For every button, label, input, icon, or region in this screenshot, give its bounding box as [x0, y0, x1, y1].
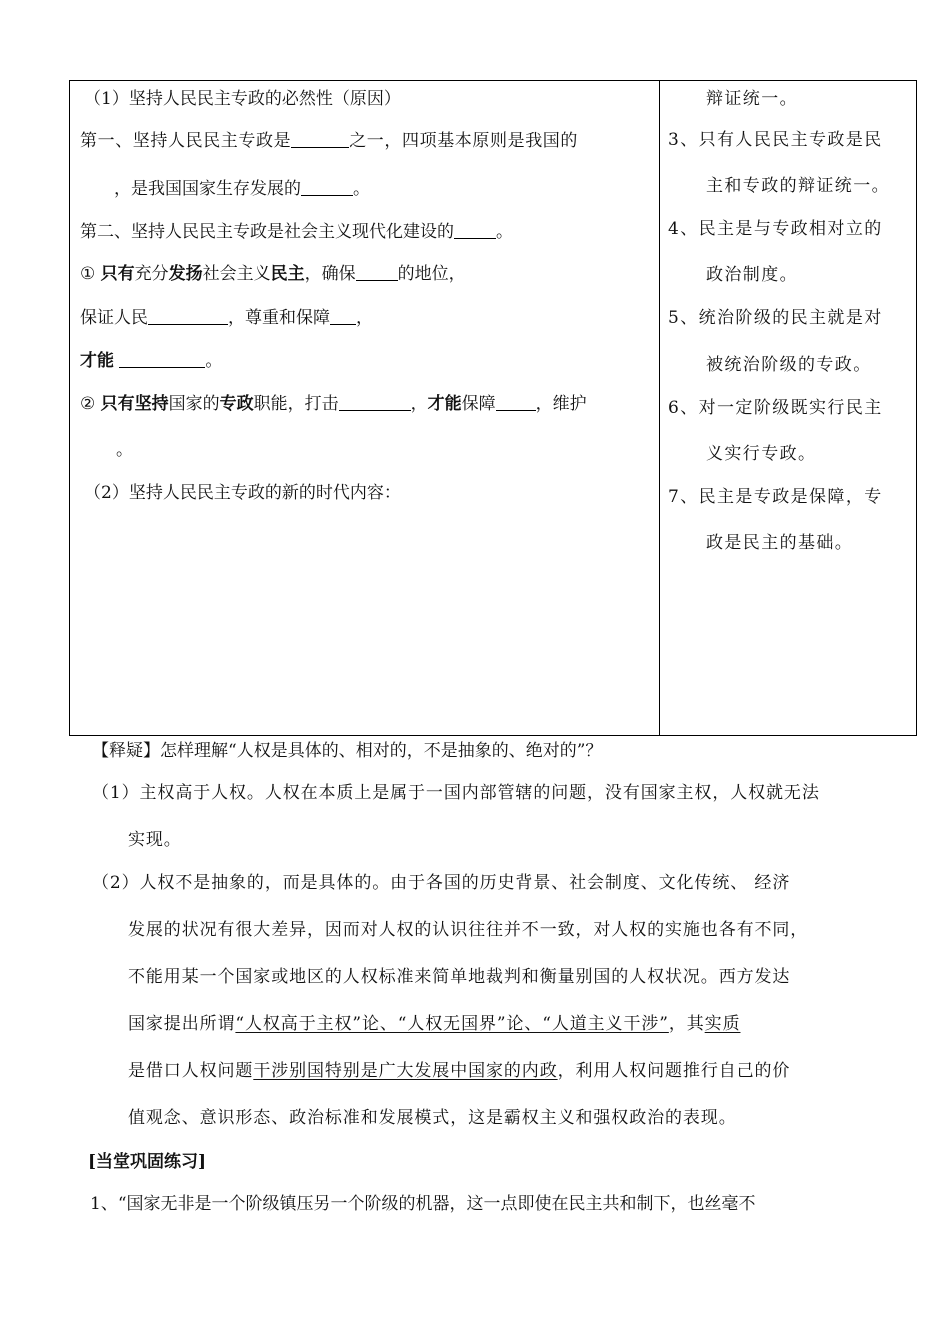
right-line-5: 政治制度。 [706, 265, 798, 285]
table-right-cell [660, 81, 916, 735]
qa-para2-line3: 不能用某一个国家或地区的人权标准来简单地裁判和衡量别国的人权状况。西方发达 [128, 967, 791, 987]
left-line-3: ，是我国国家生存发展的 。 [114, 179, 370, 199]
right-line-6: 5、统治阶级的民主就是对 [668, 308, 883, 328]
qa-para1-line1: （1）主权高于人权。人权在本质上是属于一国内部管辖的问题，没有国家主权，人权就无法 [92, 783, 820, 803]
fill-blank[interactable] [496, 393, 536, 411]
right-line-3: 主和专政的辩证统一。 [706, 176, 890, 196]
right-line-10: 7、民主是专政是保障，专 [668, 487, 883, 507]
table-left-cell [70, 81, 659, 735]
fill-blank[interactable] [291, 130, 349, 148]
qa-para2-line5: 是借口人权问题干涉别国特别是广大发展中国家的内政，利用人权问题推行自己的价 [128, 1061, 791, 1081]
right-line-11: 政是民主的基础。 [706, 533, 854, 553]
left-line-1: （1）坚持人民民主专政的必然性（原因） [84, 89, 401, 109]
practice-question-1: 1、“国家无非是一个阶级镇压另一个阶级的机器，这一点即使在民主共和制下，也丝毫不 [90, 1194, 756, 1214]
left-line-2: 第一、坚持人民民主专政是 之一，四项基本原则是我国的 [80, 131, 579, 151]
right-line-4: 4、民主是与专政相对立的 [668, 219, 883, 239]
practice-heading: [当堂巩固练习] [88, 1152, 207, 1172]
qa-para2-line4: 国家提出所谓“人权高于主权”论、“人权无国界”论、“人道主义干涉”，其实质 [128, 1014, 741, 1034]
qa-para2-line6: 值观念、意识形态、政治标准和发展模式，这是霸权主义和强权政治的表现。 [128, 1108, 737, 1128]
left-line-7: 才能 。 [80, 351, 223, 371]
right-line-2: 3、只有人民民主专政是民 [668, 130, 883, 150]
qa-para1-line2: 实现。 [128, 830, 182, 850]
left-line-9: 。 [116, 440, 133, 460]
left-line-6: 保证人民 ，尊重和保障 ， [80, 308, 373, 328]
fill-blank[interactable] [330, 307, 356, 325]
right-line-8: 6、对一定阶级既实行民主 [668, 398, 883, 418]
fill-blank[interactable] [301, 178, 353, 196]
fill-blank[interactable] [339, 393, 411, 411]
qa-para2-line1: （2）人权不是抽象的，而是具体的。由于各国的历史背景、社会制度、文化传统、 经济 [92, 873, 791, 893]
right-line-7: 被统治阶级的专政。 [706, 355, 872, 375]
qa-question: 【释疑】怎样理解“人权是具体的、相对的，不是抽象的、绝对的”？ [92, 741, 603, 761]
content-table [69, 80, 917, 736]
left-line-8: ② 只有坚持国家的专政职能，打击 ，才能保障 ，维护 [80, 394, 587, 414]
fill-blank[interactable] [148, 307, 228, 325]
right-line-9: 义实行专政。 [706, 444, 817, 464]
right-line-1: 辩证统一。 [706, 89, 798, 109]
qa-para2-line2: 发展的状况有很大差异，因而对人权的认识往往并不一致，对人权的实施也各有不同， [128, 920, 809, 940]
left-line-10: （2）坚持人民民主专政的新的时代内容： [84, 483, 401, 503]
fill-blank[interactable] [454, 221, 496, 239]
left-line-5: ① 只有充分发扬社会主义民主，确保 的地位， [80, 264, 466, 284]
fill-blank[interactable] [356, 263, 398, 281]
left-line-4: 第二、坚持人民民主专政是社会主义现代化建设的 。 [80, 222, 513, 242]
fill-blank[interactable] [119, 350, 205, 368]
